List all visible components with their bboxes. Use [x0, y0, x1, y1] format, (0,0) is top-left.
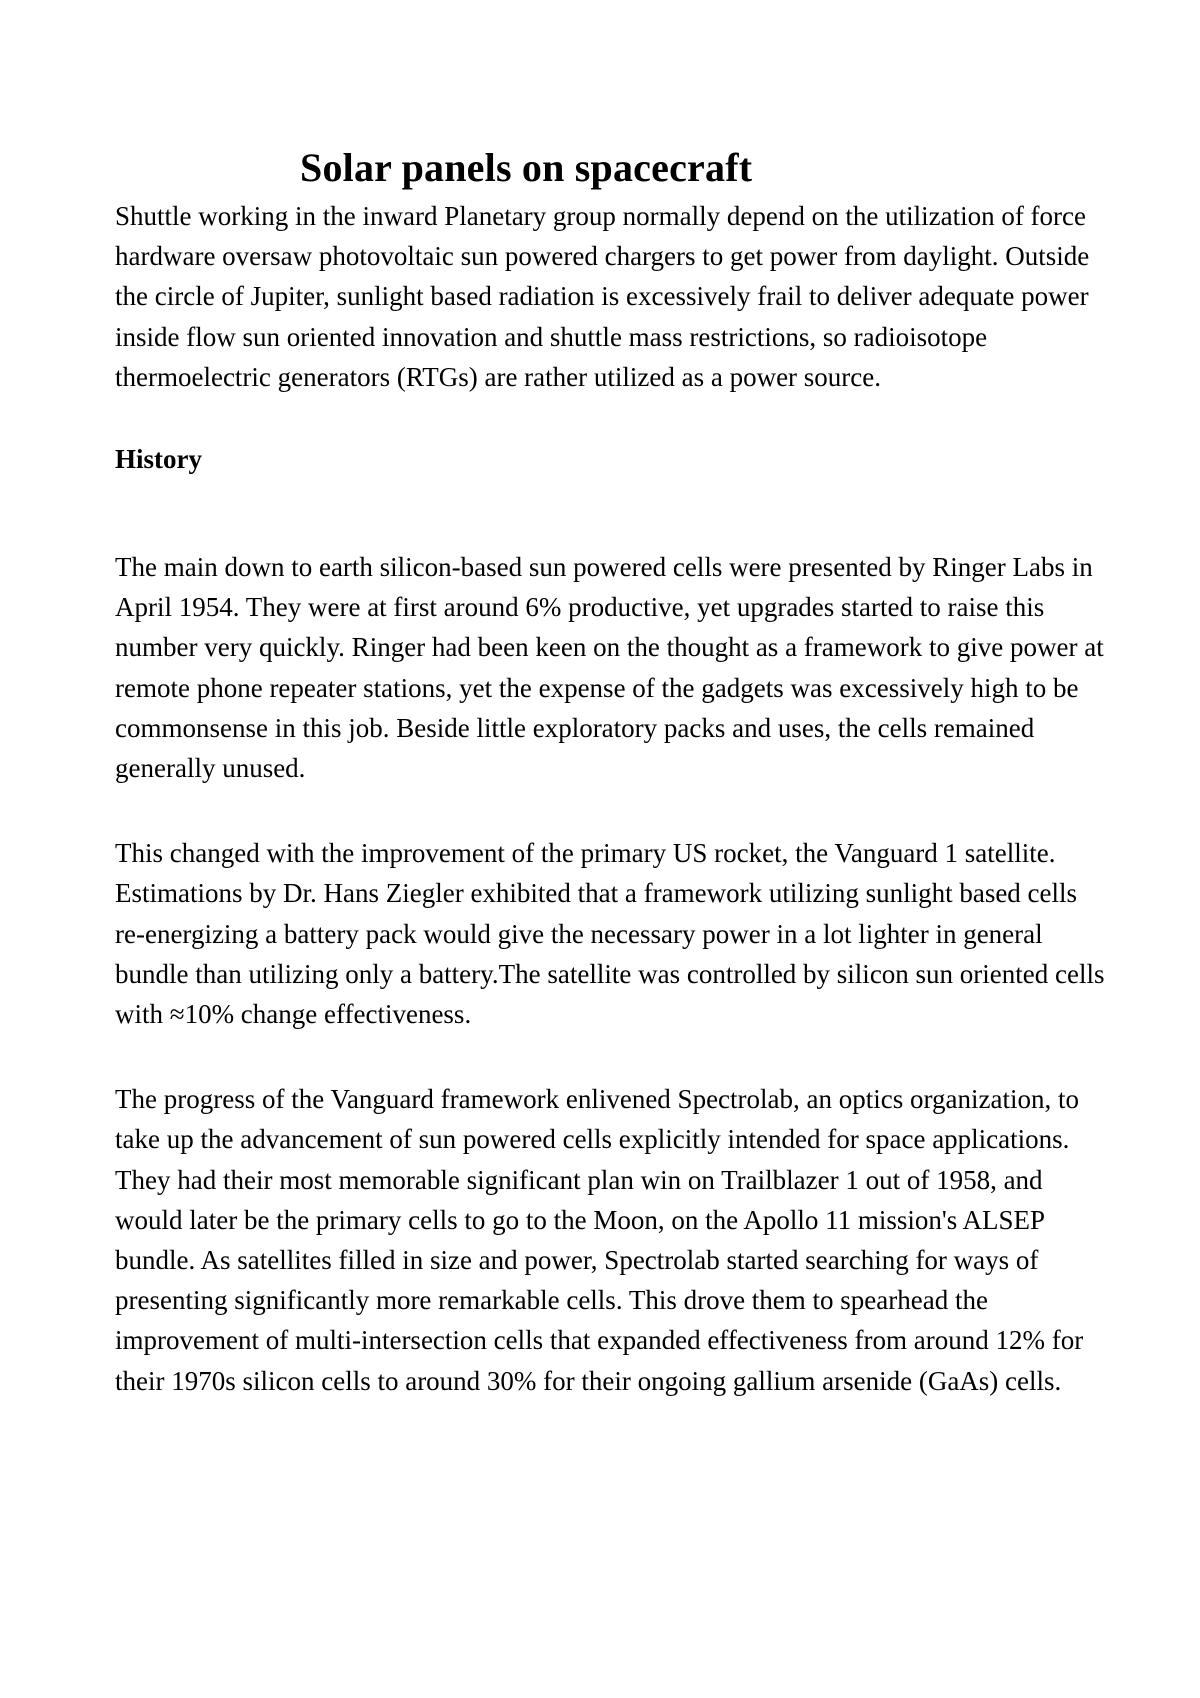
- intro-paragraph: Shuttle working in the inward Planetary group normally depend on the utilization of force hardware oversaw photovoltaic sun powered chargers to get power from daylight. Outside the circle of Jupiter, sunlight based radiation is excessively frail to deliver adequate power inside flow sun oriented innovation and shuttle mass restrictions, so radioisotope thermoelectric generators (RTGs) are rather utilized as a power source.: [115, 201, 1090, 392]
- document-page: [115, 140, 1105, 1401]
- document-title: Solar panels on spacecraft: [300, 145, 753, 190]
- history-paragraph-3: The progress of the Vanguard framework enlivened Spectrolab, an optics organization, to take up the advancement of sun powered cells explicitly intended for space applications. They had their most memorable significant plan win on Trailblazer 1 out of 1958, and would later be the primary cells to go to the Moon, on the Apollo 11 mission's ALSEP bundle. As satellites filled in size and power, Spectrolab started searching for ways of presenting significantly more remarkable cells. This drove them to spearhead the improvement of multi-intersection cells that expanded effectiveness from around 12% for their 1970s silicon cells to around 30% for their ongoing gallium arsenide (GaAs) cells.: [115, 1084, 1084, 1396]
- history-heading: History: [115, 444, 202, 475]
- history-paragraph-1: The main down to earth silicon-based sun powered cells were presented by Ringer Labs in April 1954. They were at first around 6% productive, yet upgrades started to raise this number very quickly. Ringer had been keen on the thought as a framework to give power at remote phone repeater stations, yet the expense of the gadgets was excessively high to be commonsense in this job. Beside little exploratory packs and uses, the cells remained generally unused.: [115, 552, 1104, 784]
- history-paragraph-2: This changed with the improvement of the primary US rocket, the Vanguard 1 satellite. Estimations by Dr. Hans Ziegler exhibited that a framework utilizing sunlight based cells re-energizing a battery pack would give the necessary power in a lot lighter in general bundle than utilizing only a battery.The satellite was controlled by silicon sun oriented cells with ≈10% change effectiveness.: [115, 838, 1105, 1030]
